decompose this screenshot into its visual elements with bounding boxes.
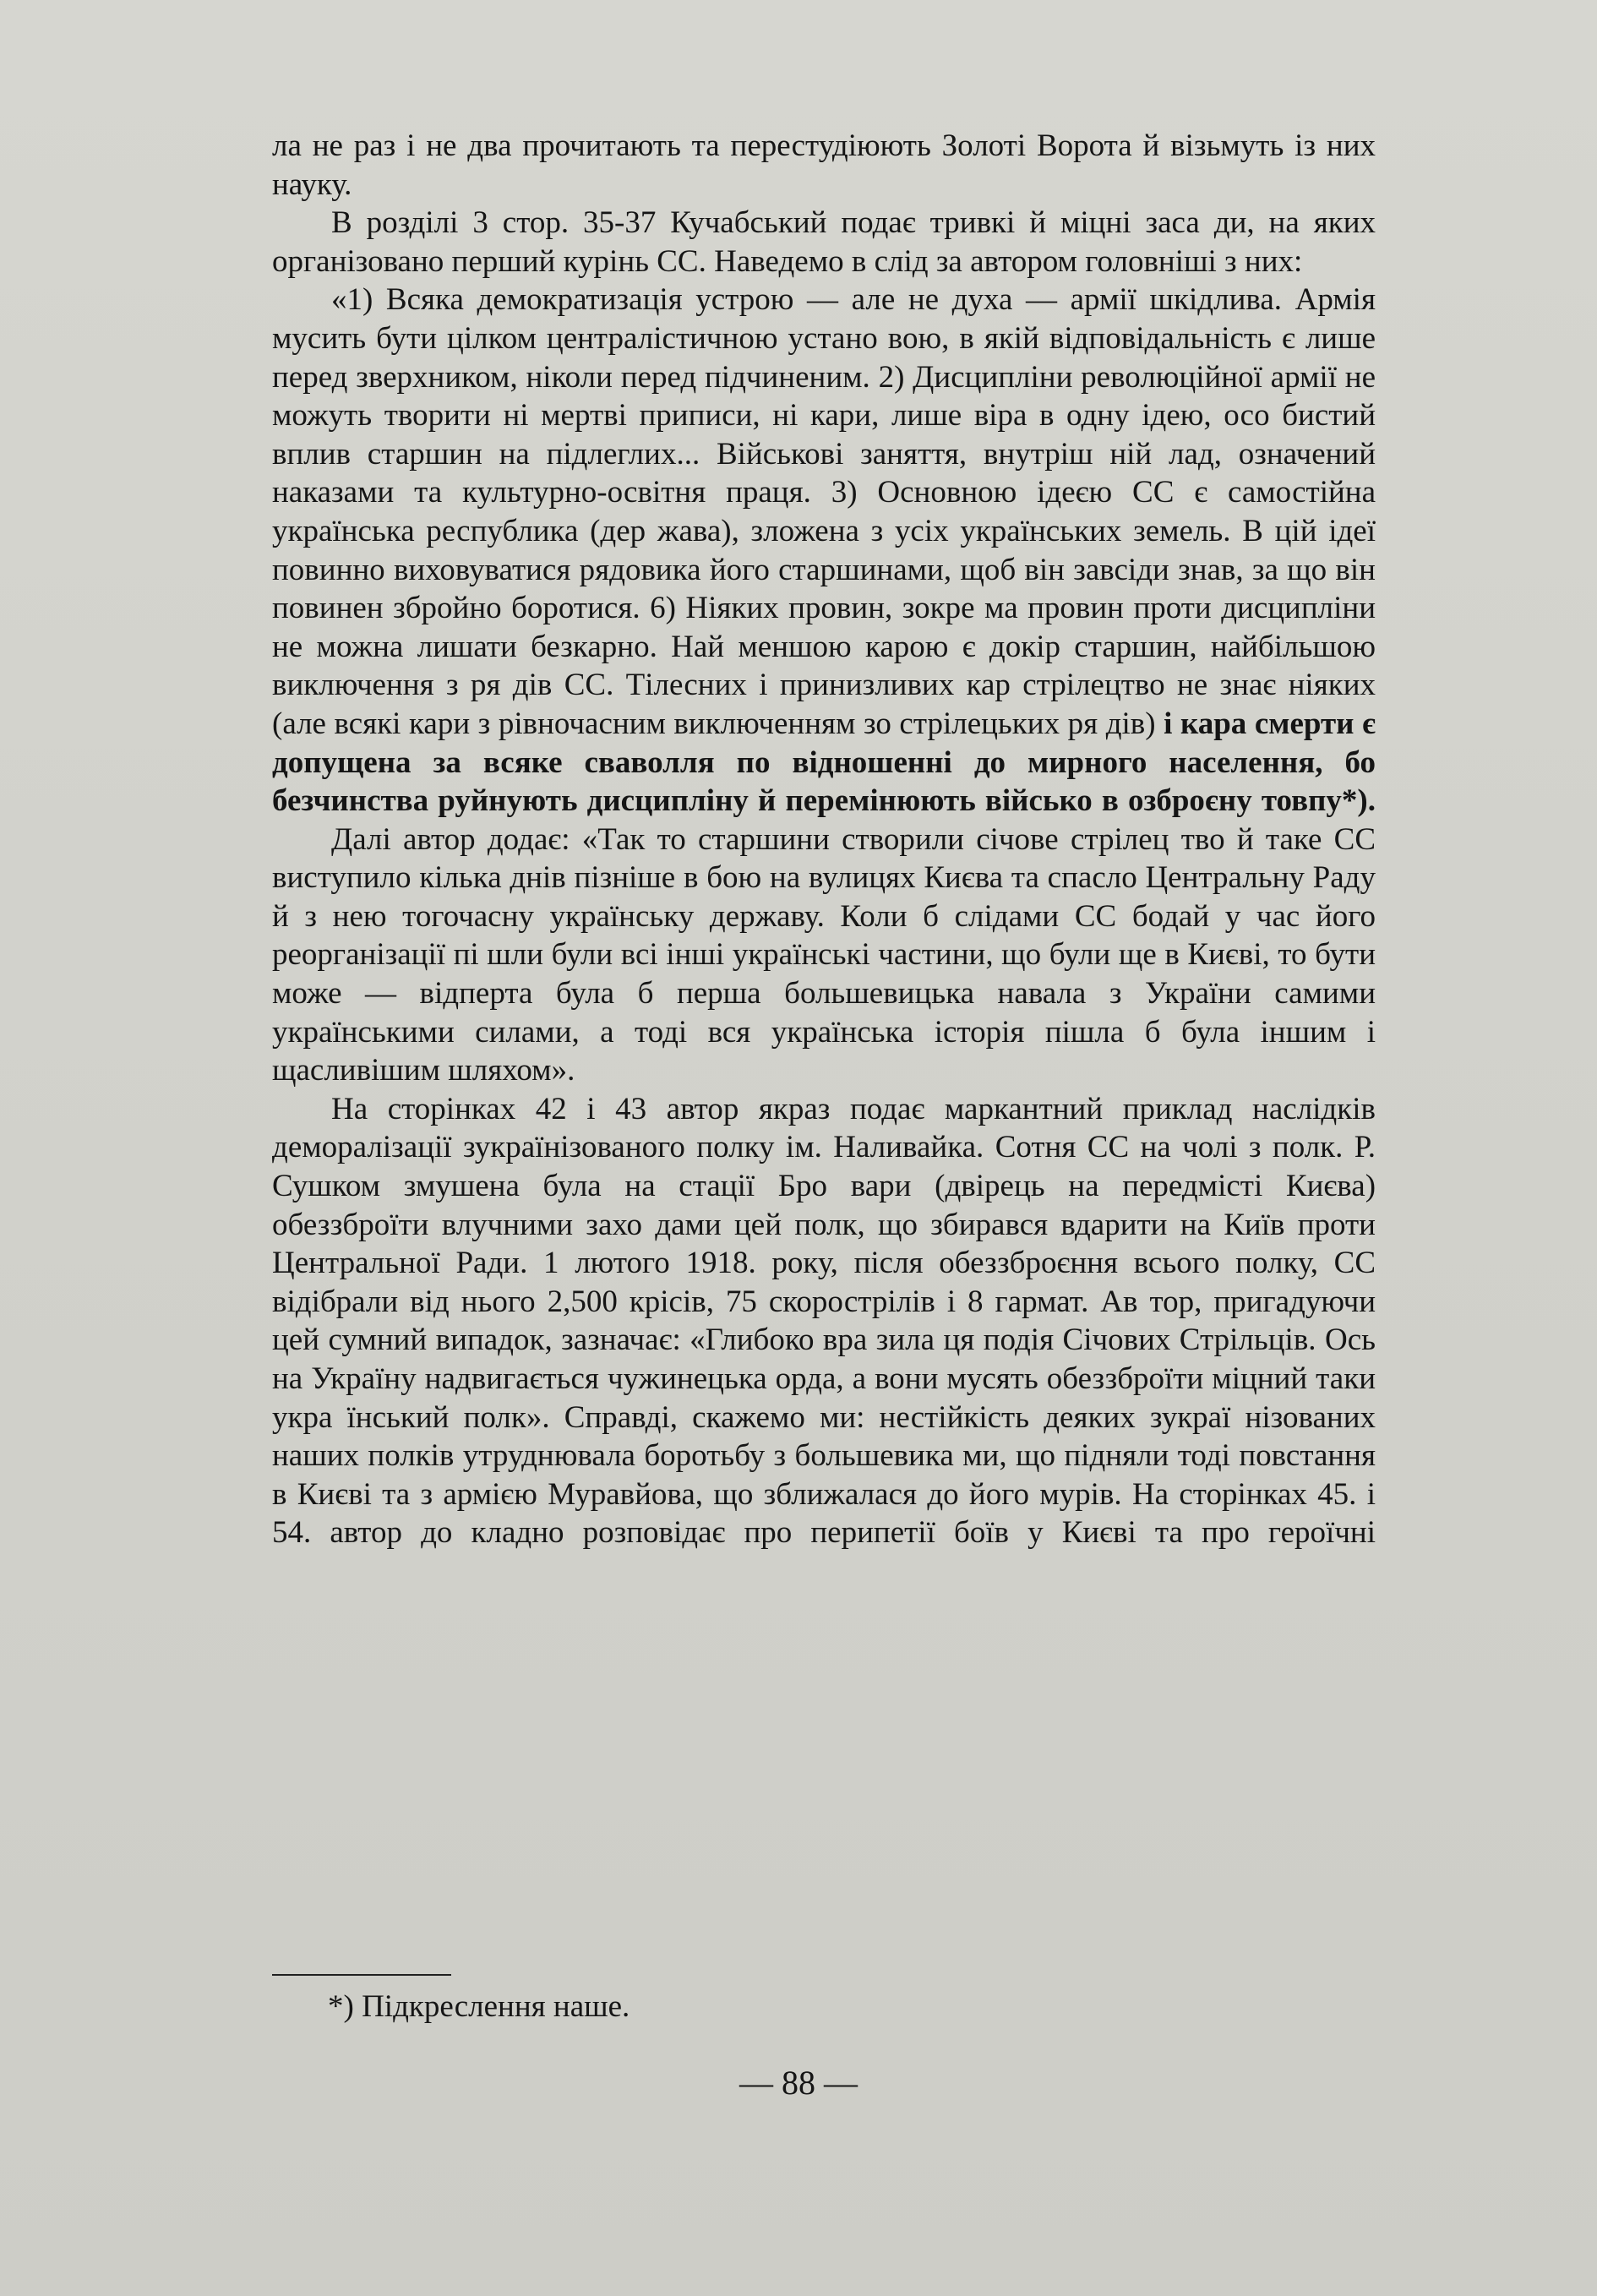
text-line: меншою карою є докір старшин, найбільшою виключення з ря bbox=[272, 629, 1376, 703]
text-line: ди, на яких організовано перший курінь СС. Наведемо в слід за bbox=[272, 205, 1376, 279]
page-number: — 88 — bbox=[739, 2064, 858, 2102]
text-line: автором головніші з них: bbox=[970, 243, 1303, 279]
text-line: що зближалася до його мурів. На сторінках 45. і 54. автор до bbox=[272, 1476, 1376, 1551]
text-line: виховуватися рядовика його старшинами, щоб він завсіди знав, bbox=[393, 552, 1252, 587]
text-line: шли були всі інші українські частини, що були ще в Києві, то bbox=[487, 937, 1316, 973]
text-line: Далі автор додає: «Так то старшини створили січове стрілец bbox=[331, 821, 1169, 857]
text-line: вари (двірець на передмісті Києва) обеззброїти влучними захо bbox=[272, 1169, 1376, 1242]
text-line: їнський полк». Справді, скажемо ми: нестійкість деяких зукраї bbox=[346, 1399, 1231, 1435]
text-line: тво й таке СС виступило кілька днів пізніше в бою на вулицях bbox=[272, 821, 1376, 896]
text-line: нізованих наших полків утруднювала боротьбу з большевика bbox=[272, 1399, 1376, 1474]
text-line: шкідлива. Армія мусить бути цілком централістичною устано bbox=[272, 282, 1376, 356]
text-line: дів СС. Тілесних і принизливих кар стрілецтво не знає ніяких bbox=[512, 668, 1376, 703]
text-line: бути може — відперта була б перша большевицька навала з bbox=[272, 937, 1376, 1012]
text-line: чужинецька орда, а вони мусять обеззброїти міцний таки укра bbox=[272, 1361, 1376, 1435]
paragraph-3-quote bbox=[272, 281, 1376, 820]
text-line: дів) bbox=[1105, 706, 1164, 741]
main-text bbox=[272, 127, 1376, 1552]
text-line: (але всякі кари з рівночасним виключенням зо стрілецьких ря bbox=[272, 706, 1098, 741]
text-line: державу. Коли б слідами СС бодай у час його реорганізації пі bbox=[272, 898, 1376, 973]
bold-emphasis: перемінюють військо в озброєну товпу*). bbox=[785, 783, 1376, 819]
text-line: історія пішла б була іншим і щасливішим шляхом». bbox=[272, 1014, 1376, 1088]
text-line: наслідків деморалізації зукраїнізованого полку ім. Наливайка. bbox=[272, 1091, 1376, 1165]
text-line: вою, в якій відповідальність є лише перед зверхником, ніколи bbox=[272, 320, 1376, 395]
text-line: «1) Всяка демократизація устрою — але не духа — армії bbox=[331, 282, 1150, 318]
bold-emphasis: і кара смерти є допущена за всяке сваволля по відношенні bbox=[272, 706, 1376, 780]
paragraph-2 bbox=[272, 204, 1376, 281]
text-line: за що він повинен збройно боротися. 6) Ніяких провин, зокре bbox=[272, 552, 1376, 626]
text-line: Сотня СС на чолі з полк. Р. Сушком змушена була на стації Бро bbox=[272, 1130, 1376, 1204]
text-line: перед підчиненим. 2) Дисципліни революційної армії не можуть bbox=[272, 359, 1376, 434]
text-line: відібрали від нього 2,500 крісів, 75 скорострілів і 8 гармат. Ав bbox=[272, 1284, 1138, 1319]
text-line: Ради. 1 лютого 1918. року, після обеззброєння всього полку, СС bbox=[455, 1246, 1376, 1281]
text-line: України самими українськими силами, а тоді вся українська bbox=[272, 976, 1376, 1050]
paragraph-1 bbox=[272, 127, 1376, 204]
text-line: кладно розповідає про перипетії боїв у Києві та про героїчні bbox=[471, 1515, 1376, 1551]
text-line: На сторінках 42 і 43 автор якраз подає маркантний приклад bbox=[331, 1091, 1253, 1126]
text-line: ла не раз і не два прочитають та перестудіюють Золоті Ворота bbox=[272, 128, 1143, 163]
text-line: ній лад, означений наказами та культурно-освітня праця. 3) bbox=[272, 436, 1376, 510]
bold-emphasis: до мирного населення, бо безчинства руйнують дисципліну й bbox=[272, 744, 1376, 819]
text-line: бистий вплив старшин на підлеглих... Військові заняття, внутріш bbox=[272, 398, 1376, 472]
text-line: Основною ідеєю СС є самостійна українська республика (дер bbox=[272, 475, 1376, 548]
text-line: й візьмуть із них науку. bbox=[272, 128, 1376, 202]
text-line: ма провин проти дисципліни не можна лишати безкарно. Най bbox=[272, 591, 1376, 664]
text-line: В розділі 3 стор. 35-37 Кучабський подає тривкі й міцні заса bbox=[331, 205, 1200, 241]
footnote-divider bbox=[272, 1974, 451, 1976]
text-line: творити ні мертві приписи, ні кари, лише віра в одну ідею, осо bbox=[384, 398, 1270, 434]
text-line: тор, пригадуючи цей сумний випадок, зазначає: «Глибоко вра bbox=[272, 1284, 1376, 1358]
text-line: Києва та спасло Центральну Раду й з нею тогочасну українську bbox=[272, 860, 1376, 934]
footnote: *) Підкреслення наше. bbox=[328, 1989, 630, 2024]
paragraph-5 bbox=[272, 1090, 1376, 1552]
text-line: дами цей полк, що збирався вдарити на Київ проти Центральної bbox=[272, 1207, 1376, 1281]
text-line: жава), зложена з усіх українських земель. В цій ідеї повинно bbox=[272, 513, 1376, 587]
text-line: зила ця подія Січових Стрільців. Ось на Україну надвигається bbox=[272, 1323, 1376, 1396]
text-line: ми, що підняли тоді повстання в Києві та з армією Муравйова, bbox=[272, 1438, 1376, 1512]
paragraph-4 bbox=[272, 821, 1376, 1090]
